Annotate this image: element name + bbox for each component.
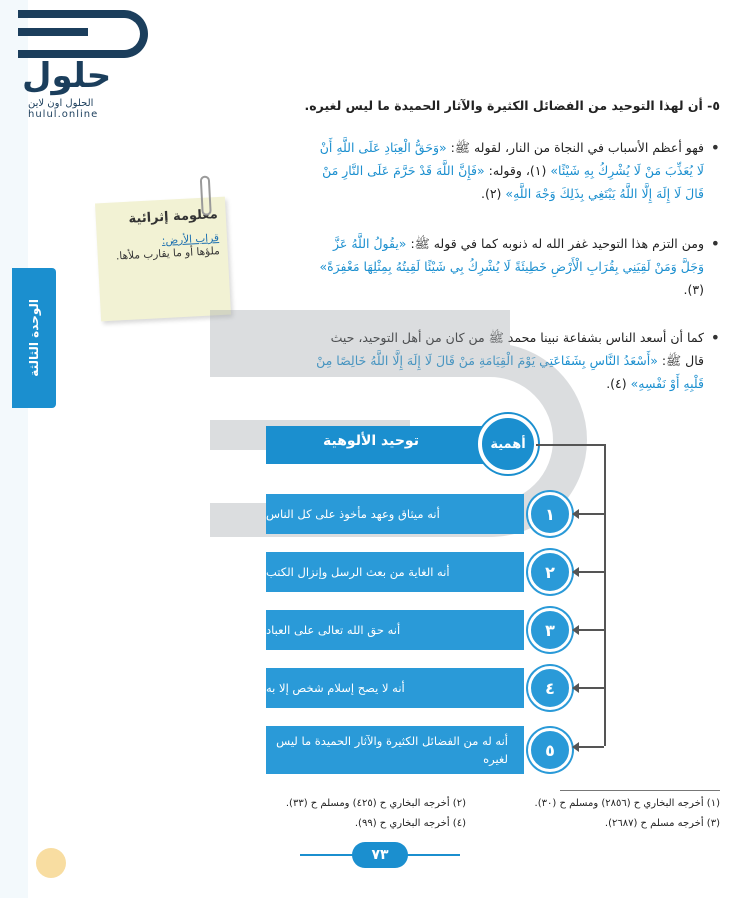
p1-ref2: (٢).: [480, 186, 502, 201]
p1-ref1: (١): [529, 163, 547, 178]
logo-bar: [18, 28, 88, 36]
corner-decoration-icon: [36, 848, 66, 878]
logo-subtitle-ar: الحلول اون لاين: [28, 98, 94, 109]
connector-arrow: [578, 687, 604, 689]
bullet-item: [310, 136, 720, 205]
bullet-item: [310, 326, 720, 395]
diagram-item-bar: أنه حق الله تعالى على العباد: [266, 610, 524, 650]
p1-quote2: «فَإِنَّ اللَّهَ قَدْ حَرَّمَ عَلَى النَّارِ مَنْ قَالَ لَا إِلَهَ إِلَّا اللَّهُ يَبْتَغِي بِذَلِكَ وَجْهَ اللَّهِ»: [322, 163, 704, 201]
bullet-item: [310, 232, 720, 301]
connector-arrow: [578, 513, 604, 515]
p3-lead: كما أن أسعد الناس بشفاعة نبينا محمد ﷺ من كان من أهل التوحيد، حيث قال ﷺ:: [330, 330, 704, 368]
paperclip-icon: [200, 175, 212, 215]
footnote-4: (٤) أخرجه البخاري ح (٩٩).: [354, 818, 466, 829]
p2-ref1: (٣).: [683, 282, 704, 297]
p2-lead: ومن التزم هذا التوحيد غفر الله له ذنوبه كما في قوله ﷺ:: [410, 236, 704, 251]
diagram-item-bar: أنه ميثاق وعهد مأخوذ على كل الناس: [266, 494, 524, 534]
left-margin: [0, 0, 28, 898]
diagram-item-bar: أنه له من الفضائل الكثيرة والآثار الحميدة ما ليس لغيره: [266, 726, 524, 774]
unit-tab-label: الوحدة الثالثة: [27, 299, 41, 377]
logo-subtitle-en: hulul.online: [28, 109, 99, 120]
footnote-3: (٣) أخرجه مسلم ح (٢٦٨٧).: [604, 818, 720, 829]
p3-quote1: «أَسْعَدُ النَّاسِ بِشَفَاعَتِي يَوْمَ الْقِيَامَةِ مَنْ قَالَ لَا إِلَهَ إِلَّا اللَّهُ خَالِصًا مِنْ قَلْبِهِ أَوْ نَفْسِهِ»: [316, 353, 704, 391]
connector-arrow: [578, 629, 604, 631]
p2-quote1: «يقُولُ اللَّهُ عَزَّ وَجَلَّ وَمَنْ لَقِيَنِي بِقُرَابِ الْأَرْضِ خَطِيئَةً لَا يُشْرِكُ بِي شَيْئًا لَقِيتُهُ بِمِثْلِهَا مَغْفِرَةً»: [319, 236, 704, 274]
connector-arrow: [578, 571, 604, 573]
p1-mid: ، وقوله:: [488, 163, 530, 178]
paragraph-1: [310, 136, 720, 205]
diagram-title: توحيد الألوهية: [323, 433, 419, 449]
diagram-item-number: ١: [528, 492, 572, 536]
diagram-badge: أهمية: [478, 414, 538, 474]
p1-quote1: «وَحَقُّ الْعِبَادِ عَلَى اللَّهِ أَنْ لَا يُعَذِّبَ مَنْ لَا يُشْرِكُ بِهِ شَيْئًا»: [319, 140, 704, 178]
connector-top: [536, 444, 604, 446]
diagram-item-bar: أنه الغاية من بعث الرسل وإنزال الكتب: [266, 552, 524, 592]
footnote-2: (٢) أخرجه البخاري ح (٤٢٥) ومسلم ح (٣٣).: [285, 798, 466, 809]
unit-tab: [12, 268, 56, 408]
logo-subtitle: [28, 98, 158, 120]
page-number: ٧٣: [352, 842, 408, 868]
note-title: معلومة إثرائية: [128, 207, 219, 227]
enrichment-note: [95, 197, 231, 322]
diagram-item-number: ٤: [528, 666, 572, 710]
diagram-item-number: ٥: [528, 728, 572, 772]
footnote-1: (١) أخرجه البخاري ح (٢٨٥٦) ومسلم ح (٣٠).: [534, 798, 720, 809]
paragraph-3: [310, 326, 720, 395]
importance-diagram: [266, 396, 612, 786]
connector-arrow: [578, 746, 604, 748]
paragraph-2: [310, 232, 720, 301]
note-term: قراب الأرض:: [161, 232, 220, 248]
note-definition: ملؤها أو ما يقارب ملأها.: [115, 245, 220, 263]
logo-name: حلول: [22, 56, 112, 96]
page-number-badge: [300, 840, 460, 870]
connector-line: [604, 444, 606, 746]
p3-ref1: (٤).: [606, 376, 627, 391]
diagram-item-number: ٣: [528, 608, 572, 652]
diagram-item-number: ٢: [528, 550, 572, 594]
section-heading: ٥- أن لهذا التوحيد من الفضائل الكثيرة والآثار الحميدة ما ليس لغيره.: [304, 98, 720, 113]
brand-logo: [8, 6, 158, 120]
footnote-rule: [560, 790, 720, 791]
p1-lead: فهو أعظم الأسباب في النجاة من النار، لقوله ﷺ:: [450, 140, 704, 155]
diagram-item-bar: أنه لا يصح إسلام شخص إلا به: [266, 668, 524, 708]
